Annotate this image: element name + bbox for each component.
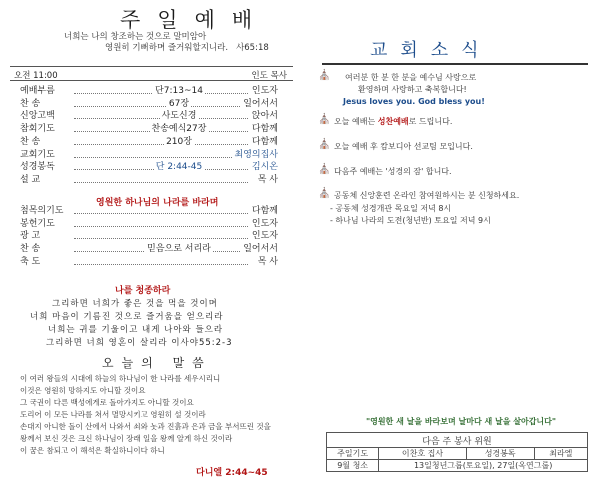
news-text: 로 드립니다. — [408, 117, 453, 126]
church-bullet-icon: ⛪ — [318, 70, 331, 81]
order-role: 다함께 — [251, 206, 278, 216]
poem-line: 그리하면 너희가 좋은 것을 먹을 것이며 — [52, 299, 218, 309]
order-role: 앉아서 — [251, 111, 278, 122]
verse-line-1: 너희는 나의 창조하는 것으로 말미암아 — [64, 32, 207, 42]
order-role: 다함께 — [251, 136, 278, 147]
order-label: 참회기도 — [20, 124, 55, 135]
order-detail-wrap — [110, 244, 248, 255]
order-detail: 믿음으로 서리라 — [147, 244, 211, 255]
welcome-line: 환영하며 사랑하고 축복합니다! — [358, 85, 467, 94]
order-label: 성경봉독 — [20, 162, 55, 173]
order-role: 김시온 — [251, 162, 278, 173]
order-detail: 67장 — [168, 98, 190, 109]
order-label: 광 고 — [20, 231, 41, 242]
scripture-line: 이 여러 왕들의 시대에 하늘의 하나님이 한 나라를 세우시리니 — [20, 374, 221, 383]
service-time: 오전 11:00 — [14, 71, 58, 81]
order-row — [20, 137, 278, 148]
news-item-communion — [334, 116, 452, 127]
scripture-line: 이것은 영원히 망하지도 아니할 것이요 — [20, 386, 146, 395]
duty-cell: 13일청년그룹(토요일), 27일(옥연그룹) — [379, 460, 588, 472]
duty-cell: 성경봉독 — [466, 448, 534, 460]
order-label: 교회기도 — [20, 149, 55, 160]
page-title-service: 주일예배 — [120, 8, 270, 32]
leader-dots — [74, 157, 248, 158]
order-detail-wrap — [110, 99, 248, 110]
motto-banner: "영원한 새 날을 바라보며 날마다 새 날을 살아갑니다" — [365, 417, 557, 426]
leader-dots — [74, 182, 248, 183]
order-label: 신앙고백 — [20, 111, 55, 122]
church-bullet-icon: ⛪ — [318, 114, 331, 125]
order-row — [20, 124, 278, 135]
order-role: 다함께 — [251, 124, 278, 135]
scripture-reference: 다니엘 2:44~45 — [196, 468, 268, 478]
poem-line: 그리하면 너희 영혼이 살리라 이사야55:2-3 — [46, 338, 233, 348]
news-item-mission: 오늘 예배 후 캄보디아 선교팀 모입니다. — [334, 142, 473, 151]
duty-cell: 이찬호 집사 — [379, 448, 466, 460]
order-label: 설 교 — [20, 174, 41, 185]
scripture-line: 왕께서 보신 것은 크신 하나님이 장래 일을 왕께 알게 하신 것이라 — [20, 434, 233, 443]
order-row — [20, 111, 278, 122]
order-label: 봉헌기도 — [20, 218, 55, 229]
order-label: 찬 송 — [20, 98, 41, 109]
duty-cell: 최라엘 — [534, 448, 587, 460]
leader-dots — [74, 264, 248, 265]
order-label: 찬 송 — [20, 244, 41, 255]
order-row — [20, 175, 278, 186]
order-detail: 사도신경 — [161, 111, 197, 122]
order-label: 축 도 — [20, 256, 41, 267]
order-detail: 단 2:44-45 — [155, 162, 203, 173]
order-role: 최영의집사 — [234, 149, 278, 160]
news-highlight: 성찬예배 — [377, 117, 409, 126]
order-label: 찬 송 — [20, 136, 41, 147]
order-row — [20, 99, 278, 110]
order-label: 첨목의기도 — [20, 206, 64, 216]
duty-cell: 9월 청소 — [327, 460, 379, 472]
title-divider — [322, 63, 588, 65]
order-row — [20, 244, 278, 255]
order-detail-wrap — [110, 162, 248, 173]
duty-table — [326, 432, 588, 472]
leader-dots — [74, 226, 248, 227]
today-word-title: 오늘의 말씀 — [102, 356, 212, 370]
order-row — [20, 150, 278, 161]
scripture-line: 이 꿈은 참되고 이 해석은 확실하니이다 하니 — [20, 446, 165, 455]
call-title: 나를 청종하라 — [115, 286, 171, 296]
news-title: 교회소식 — [370, 40, 492, 61]
scripture-line: 손대지 아니한 돌이 산에서 나와서 쇠와 놋과 진흙과 은과 금을 부서뜨린 것을 — [20, 422, 271, 431]
scripture-line: 도리어 이 모든 나라를 쳐서 멸망시키고 영원히 설 것이라 — [20, 410, 206, 419]
verse-line-2 — [105, 41, 269, 53]
order-role: 인도자 — [251, 86, 278, 96]
order-role: 일어서서 — [243, 244, 278, 255]
order-detail-wrap — [110, 137, 248, 148]
order-row — [20, 257, 278, 268]
order-row — [20, 219, 278, 230]
order-role: 인도자 — [251, 218, 278, 229]
order-detail-wrap — [110, 111, 248, 122]
church-bullet-icon: ⛪ — [318, 164, 331, 175]
service-header-bar — [10, 66, 293, 81]
order-role: 목 사 — [257, 256, 278, 267]
news-text: 오늘 예배는 — [334, 117, 378, 126]
verse-line-2-text: 영원히 기뻐하며 즐거워할지니라. — [105, 43, 229, 53]
poem-line: 너희는 귀를 기울이고 내게 나아와 들으라 — [48, 325, 224, 335]
leader-dots — [74, 238, 248, 239]
order-role: 목 사 — [257, 174, 278, 185]
duty-table-title: 다음 주 봉사 위원 — [327, 433, 588, 448]
order-detail-wrap — [110, 124, 248, 135]
news-item-next-week: 다음주 예배는 '성경의 잠' 합니다. — [334, 167, 452, 176]
order-role: 인도자 — [251, 231, 278, 242]
welcome-line-english: Jesus loves you. God bless you! — [343, 97, 485, 106]
order-row — [20, 206, 278, 217]
duty-cell: 주일기도 — [327, 448, 379, 460]
order-row — [20, 86, 278, 97]
order-detail-wrap — [110, 86, 248, 97]
news-item-training: 공동체 신앙훈련 온라인 참여원하시는 분 신청하세요. — [334, 191, 520, 200]
order-detail: 210장 — [166, 136, 192, 147]
service-leader: 인도 목사 — [251, 71, 287, 81]
order-detail: 단7:13~14 — [155, 86, 203, 96]
news-subitem: - 하나님 나라의 도전(청년반) 토요일 저녁 9시 — [330, 216, 491, 225]
order-role: 일어서서 — [243, 98, 278, 109]
news-subitem: - 공동체 성경개관 목요일 저녁 8시 — [330, 204, 452, 213]
sermon-title: 영원한 하나님의 나라를 바라며 — [96, 198, 219, 208]
order-row — [20, 231, 278, 242]
order-detail: 찬송예식27장 — [151, 124, 207, 135]
church-bullet-icon: ⛪ — [318, 139, 331, 150]
leader-dots — [74, 213, 248, 214]
church-bullet-icon: ⛪ — [318, 188, 331, 199]
order-label: 예배부름 — [20, 86, 55, 96]
order-row — [20, 162, 278, 173]
verse-reference: 사65:18 — [236, 43, 269, 53]
welcome-line: 여러분 한 분 한 분을 예수님 사랑으로 — [345, 73, 477, 82]
poem-line: 너희 마음이 기름진 것으로 즐거움을 얻으리라 — [30, 312, 224, 322]
scripture-line: 그 국권이 다른 백성에게로 돌아가지도 아니할 것이요 — [20, 398, 194, 407]
